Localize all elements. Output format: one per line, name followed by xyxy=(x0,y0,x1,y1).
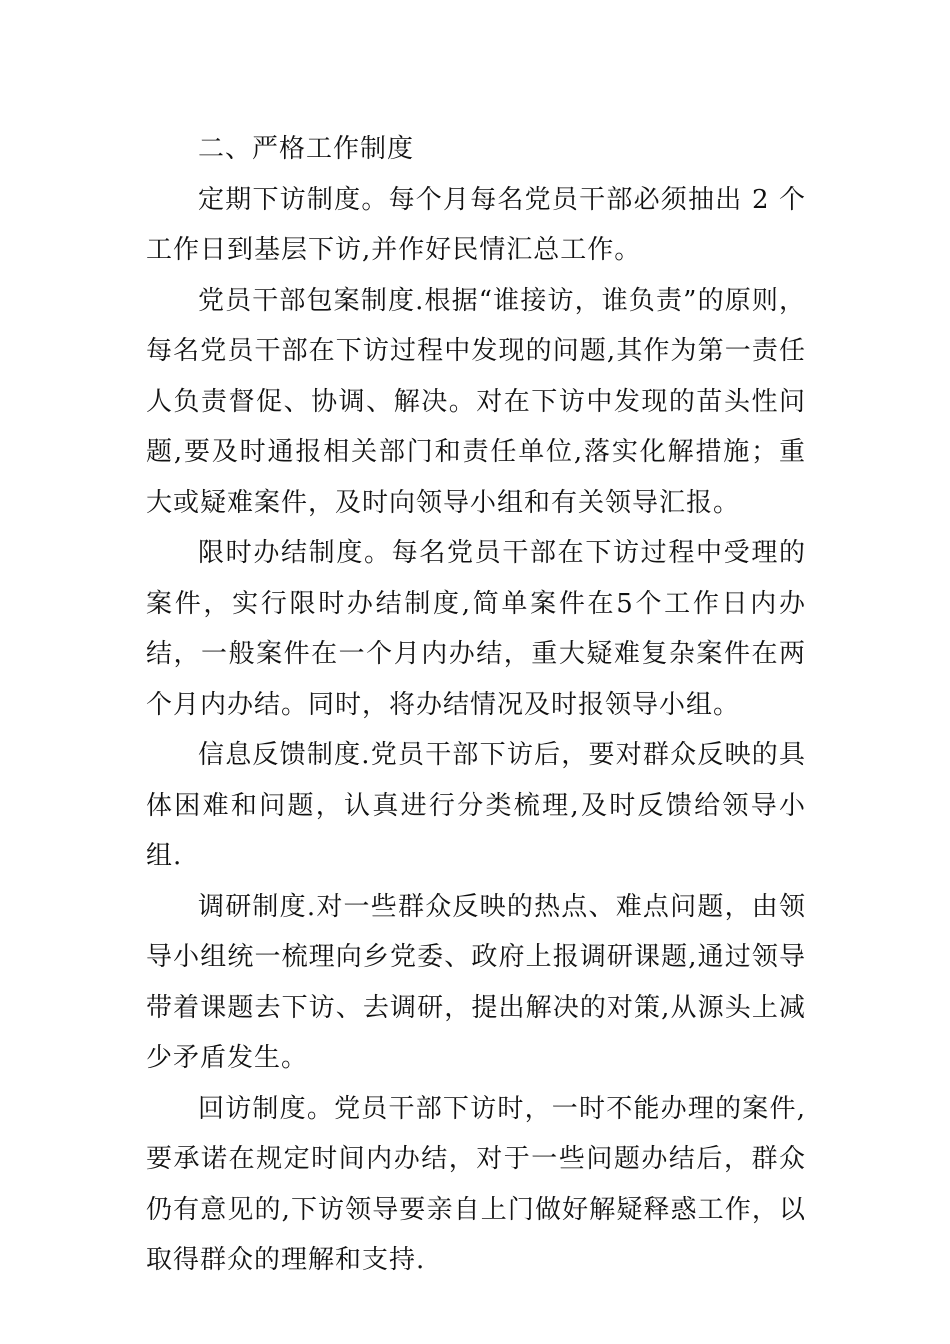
paragraph-case-responsibility: 党员干部包案制度.根据“谁接访，谁负责”的原则，每名党员干部在下访过程中发现的问题,其作为第一责任人负责督促、协调、解决。对在下访中发现的苗头性问题,要及时通报相关部门和责任单位,落实化解措施；重大或疑难案件，及时向领导小组和有关领导汇报。 xyxy=(146,285,806,518)
document-body xyxy=(146,124,806,1286)
section-heading: 二、严格工作制度 xyxy=(198,134,415,164)
paragraph-return-visit: 回访制度。党员干部下访时，一时不能办理的案件,要承诺在规定时间内办结，对于一些问题办结后，群众仍有意见的,下访领导要亲自上门做好解疑释惑工作，以取得群众的理解和支持. xyxy=(146,1093,806,1275)
paragraph-research: 调研制度.对一些群众反映的热点、难点问题，由领导小组统一梳理向乡党委、政府上报调研课题,通过领导带着课题去下访、去调研，提出解决的对策,从源头上减少矛盾发生。 xyxy=(146,891,806,1073)
paragraph-regular-visit: 定期下访制度。每个月每名党员干部必须抽出 2 个工作日到基层下访,并作好民情汇总工作。 xyxy=(146,184,806,265)
paragraph-time-limit: 限时办结制度。每名党员干部在下访过程中受理的案件，实行限时办结制度,简单案件在5个工作日内办结，一般案件在一个月内办结，重大疑难复杂案件在两个月内办结。同时，将办结情况及时报领导小组。 xyxy=(146,538,806,720)
paragraph-feedback: 信息反馈制度.党员干部下访后，要对群众反映的具体困难和问题，认真进行分类梳理,及时反馈给领导小组. xyxy=(146,740,806,871)
